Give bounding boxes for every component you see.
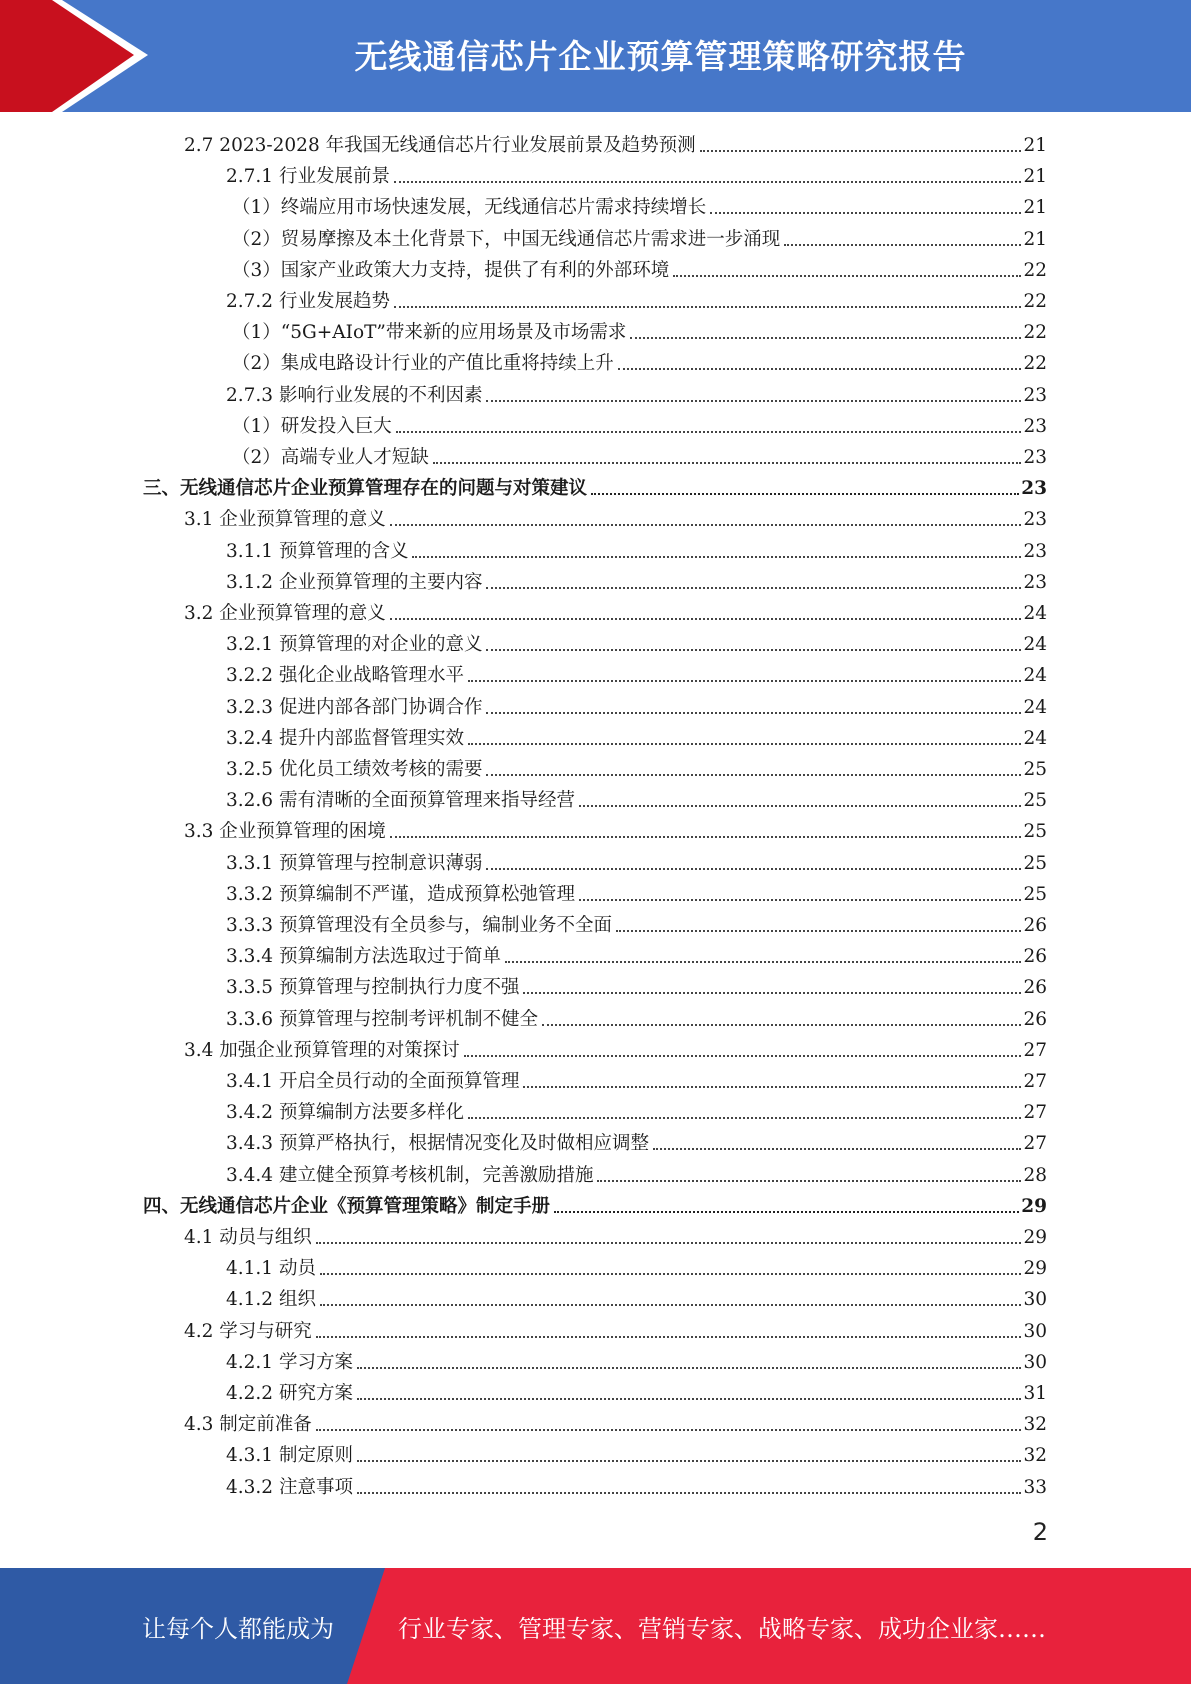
toc-entry[interactable] — [226, 689, 1047, 720]
toc-entry-label: 2.7.2 行业发展趋势 — [226, 291, 390, 312]
toc-entry-page: 24 — [1023, 665, 1047, 687]
toc-entry-page: 33 — [1023, 1476, 1047, 1498]
toc-dot-leader — [316, 1336, 1022, 1338]
toc-entry-page: 29 — [1023, 1258, 1047, 1280]
toc-entry[interactable] — [226, 907, 1047, 938]
toc-entry-page: 26 — [1023, 915, 1047, 936]
toc-entry[interactable] — [226, 1001, 1047, 1032]
toc-entry-page: 25 — [1023, 821, 1047, 843]
toc-entry[interactable] — [226, 876, 1047, 907]
toc-entry-label: （1）终端应用市场快速发展，无线通信芯片需求持续增长 — [232, 197, 707, 219]
toc-entry[interactable] — [226, 1437, 1047, 1468]
toc-entry[interactable] — [226, 782, 1047, 813]
toc-entry[interactable] — [226, 1250, 1047, 1281]
toc-dot-leader — [357, 1367, 1022, 1369]
toc-entry-label: 4.2 学习与研究 — [184, 1320, 312, 1342]
toc-dot-leader — [486, 868, 1021, 870]
toc-entry-label: （2）贸易摩擦及本土化背景下，中国无线通信芯片需求进一步涌现 — [232, 228, 781, 250]
toc-entry-page: 29 — [1023, 1227, 1047, 1248]
toc-entry-page: 24 — [1023, 727, 1047, 749]
toc-dot-leader — [316, 1242, 1022, 1244]
toc-entry-label: 3.3.6 预算管理与控制考评机制不健全 — [226, 1008, 538, 1030]
toc-dot-leader — [357, 1492, 1022, 1494]
toc-entry-label: 3.2.6 需有清晰的全面预算管理来指导经营 — [226, 790, 575, 812]
toc-entry-label: 3.3.5 预算管理与控制执行力度不强 — [226, 977, 520, 999]
toc-entry[interactable] — [184, 1219, 1047, 1250]
toc-entry-page: 21 — [1023, 166, 1047, 188]
toc-dot-leader — [486, 400, 1021, 402]
toc-entry-page: 32 — [1023, 1445, 1047, 1467]
toc-dot-leader — [616, 930, 1021, 932]
toc-entry-label: 3.2.3 促进内部各部门协调合作 — [226, 696, 483, 718]
toc-entry-page: 27 — [1023, 1039, 1047, 1061]
toc-entry-page: 27 — [1023, 1133, 1047, 1155]
toc-entry-page: 23 — [1021, 478, 1047, 500]
toc-entry[interactable] — [226, 1157, 1047, 1188]
toc-entry-page: 23 — [1023, 384, 1047, 406]
toc-dot-leader — [630, 337, 1021, 339]
toc-entry[interactable] — [184, 1313, 1047, 1344]
toc-entry[interactable] — [143, 1188, 1047, 1219]
toc-dot-leader — [468, 743, 1021, 745]
toc-entry[interactable] — [226, 1375, 1047, 1406]
toc-entry[interactable] — [226, 564, 1047, 595]
toc-entry-label: 3.2.1 预算管理的对企业的意义 — [226, 634, 483, 656]
toc-entry-page: 23 — [1023, 415, 1047, 437]
toc-entry-label: 3.4.2 预算编制方法要多样化 — [226, 1102, 464, 1124]
toc-entry-label: 4.3.1 制定原则 — [226, 1445, 353, 1467]
toc-entry[interactable] — [226, 283, 1047, 314]
page-header — [0, 0, 1191, 112]
toc-entry[interactable] — [226, 845, 1047, 876]
toc-entry-label: （1）研发投入巨大 — [232, 415, 392, 437]
toc-dot-leader — [390, 618, 1022, 620]
toc-entry-label: （1）“5G+AIoT”带来新的应用场景及市场需求 — [232, 322, 627, 344]
toc-dot-leader — [320, 1273, 1022, 1275]
toc-entry-page: 30 — [1023, 1289, 1047, 1311]
toc-entry[interactable] — [226, 1469, 1047, 1500]
toc-entry[interactable] — [232, 252, 1047, 283]
toc-entry-page: 26 — [1023, 1008, 1047, 1030]
toc-entry-page: 32 — [1023, 1414, 1047, 1436]
toc-entry-label: 3.3.1 预算管理与控制意识薄弱 — [226, 852, 483, 874]
toc-entry[interactable] — [232, 314, 1047, 345]
toc-dot-leader — [468, 680, 1021, 682]
toc-entry-page: 21 — [1023, 197, 1047, 219]
toc-dot-leader — [390, 524, 1022, 526]
toc-dot-leader — [433, 462, 1022, 464]
toc-entry[interactable] — [226, 1344, 1047, 1375]
toc-dot-leader — [394, 306, 1021, 308]
toc-entry-label: （3）国家产业政策大力支持，提供了有利的外部环境 — [232, 259, 670, 281]
toc-entry-label: 3.3.2 预算编制不严谨，造成预算松弛管理 — [226, 883, 575, 905]
toc-entry[interactable] — [232, 439, 1047, 470]
toc-entry[interactable] — [226, 1281, 1047, 1312]
toc-dot-leader — [357, 1460, 1022, 1462]
toc-entry-page: 23 — [1023, 447, 1047, 468]
toc-dot-leader — [412, 556, 1021, 558]
toc-entry-label: 3.2.2 强化企业战略管理水平 — [226, 665, 464, 687]
toc-entry-label: 4.2.1 学习方案 — [226, 1351, 353, 1373]
page-footer — [0, 1568, 1191, 1684]
toc-entry-page: 28 — [1023, 1164, 1047, 1186]
toc-entry-label: 3.3.4 预算编制方法选取过于简单 — [226, 946, 501, 968]
toc-dot-leader — [394, 181, 1021, 183]
toc-entry-label: 三、无线通信芯片企业预算管理存在的问题与对策建议 — [143, 478, 588, 500]
toc-dot-leader — [579, 805, 1021, 807]
footer-slogan-right: 行业专家、管理专家、营销专家、战略专家、成功企业家…… — [398, 1614, 1046, 1643]
toc-dot-leader — [320, 1304, 1022, 1306]
toc-entry[interactable] — [226, 377, 1047, 408]
toc-entry-label: 4.2.2 研究方案 — [226, 1383, 353, 1404]
toc-dot-leader — [673, 275, 1021, 277]
toc-entry-page: 22 — [1023, 259, 1047, 281]
toc-entry-page: 25 — [1023, 852, 1047, 874]
toc-entry-label: （2）高端专业人才短缺 — [232, 447, 429, 468]
toc-entry-label: 3.1.2 企业预算管理的主要内容 — [226, 571, 483, 593]
toc-entry[interactable] — [226, 969, 1047, 1000]
toc-entry-label: 2.7.1 行业发展前景 — [226, 166, 390, 188]
toc-dot-leader — [710, 212, 1021, 214]
toc-dot-leader — [523, 992, 1021, 994]
toc-dot-leader — [464, 1055, 1022, 1057]
toc-entry-label: 3.4.4 建立健全预算考核机制，完善激励措施 — [226, 1164, 594, 1186]
toc-dot-leader — [357, 1398, 1022, 1400]
toc-entry[interactable] — [226, 657, 1047, 688]
toc-dot-leader — [486, 587, 1021, 589]
toc-entry-page: 27 — [1023, 1102, 1047, 1124]
toc-entry-label: 2.7.3 影响行业发展的不利因素 — [226, 384, 483, 406]
toc-entry[interactable] — [184, 813, 1047, 844]
toc-dot-leader — [597, 1180, 1021, 1182]
toc-entry[interactable] — [232, 221, 1047, 252]
toc-entry[interactable] — [184, 501, 1047, 532]
footer-slogan-left: 让每个人都能成为 — [142, 1614, 334, 1643]
toc-entry-label: 3.1 企业预算管理的意义 — [184, 509, 386, 531]
toc-entry-label: 3.2 企业预算管理的意义 — [184, 603, 386, 624]
toc-entry-page: 24 — [1023, 634, 1047, 656]
toc-dot-leader — [542, 1024, 1021, 1026]
toc-entry-label: 4.1.2 组织 — [226, 1289, 316, 1311]
toc-entry-label: 3.4.1 开启全员行动的全面预算管理 — [226, 1071, 520, 1092]
toc-entry[interactable] — [143, 470, 1047, 501]
toc-entry-page: 29 — [1021, 1195, 1047, 1217]
toc-dot-leader — [653, 1148, 1021, 1150]
toc-entry-label: 3.3.3 预算管理没有全员参与，编制业务不全面 — [226, 915, 612, 936]
toc-entry-page: 25 — [1023, 883, 1047, 905]
toc-entry-page: 22 — [1023, 322, 1047, 344]
toc-entry[interactable] — [226, 158, 1047, 189]
toc-entry-label: 3.2.5 优化员工绩效考核的需要 — [226, 759, 483, 780]
toc-entry-page: 24 — [1023, 603, 1047, 624]
toc-dot-leader — [784, 244, 1021, 246]
toc-entry-page: 24 — [1023, 696, 1047, 718]
toc-entry-label: 3.4.3 预算严格执行，根据情况变化及时做相应调整 — [226, 1133, 649, 1155]
toc-dot-leader — [579, 899, 1021, 901]
page-number: 2 — [1032, 1518, 1048, 1546]
toc-entry-label: 3.2.4 提升内部监督管理实效 — [226, 727, 464, 749]
toc-entry-label: 2.7 2023-2028 年我国无线通信芯片行业发展前景及趋势预测 — [184, 135, 696, 156]
toc-entry-page: 21 — [1023, 228, 1047, 250]
document-title: 无线通信芯片企业预算管理策略研究报告 — [354, 36, 967, 76]
toc-dot-leader — [618, 368, 1022, 370]
toc-entry-page: 22 — [1023, 291, 1047, 312]
toc-entry[interactable] — [226, 1125, 1047, 1156]
toc-dot-leader — [554, 1211, 1019, 1213]
toc-dot-leader — [468, 1117, 1021, 1119]
toc-entry-label: （2）集成电路设计行业的产值比重将持续上升 — [232, 353, 614, 375]
toc-entry[interactable] — [184, 595, 1047, 626]
toc-entry-page: 23 — [1023, 571, 1047, 593]
toc-entry[interactable] — [226, 626, 1047, 657]
toc-entry-page: 23 — [1023, 509, 1047, 531]
toc-entry-label: 4.1 动员与组织 — [184, 1227, 312, 1248]
toc-entry-page: 30 — [1023, 1351, 1047, 1373]
toc-dot-leader — [486, 774, 1021, 776]
toc-entry[interactable] — [226, 1094, 1047, 1125]
toc-entry[interactable] — [232, 345, 1047, 376]
toc-dot-leader — [700, 150, 1022, 152]
toc-entry[interactable] — [226, 533, 1047, 564]
toc-dot-leader — [486, 712, 1021, 714]
toc-entry-page: 23 — [1023, 540, 1047, 562]
toc-entry-label: 4.3.2 注意事项 — [226, 1476, 353, 1498]
toc-dot-leader — [523, 1086, 1021, 1088]
toc-entry[interactable] — [232, 408, 1047, 439]
toc-entry[interactable] — [226, 720, 1047, 751]
toc-entry-label: 3.4 加强企业预算管理的对策探讨 — [184, 1039, 460, 1061]
toc-dot-leader — [486, 649, 1021, 651]
toc-dot-leader — [390, 836, 1022, 838]
toc-entry[interactable] — [226, 938, 1047, 969]
toc-entry-page: 25 — [1023, 790, 1047, 812]
header-arrow-graphic — [0, 0, 160, 112]
toc-entry-label: 4.1.1 动员 — [226, 1258, 316, 1280]
toc-entry-label: 3.3 企业预算管理的困境 — [184, 821, 386, 843]
toc-entry-label: 3.1.1 预算管理的含义 — [226, 540, 409, 562]
toc-entry-page: 27 — [1023, 1071, 1047, 1092]
toc-entry-page: 21 — [1023, 135, 1047, 156]
toc-dot-leader — [316, 1429, 1022, 1431]
toc-entry-page: 31 — [1023, 1383, 1047, 1404]
toc-entry-page: 22 — [1023, 353, 1047, 375]
toc-entry[interactable] — [184, 1406, 1047, 1437]
toc-entry[interactable] — [184, 127, 1047, 158]
toc-entry-label: 4.3 制定前准备 — [184, 1414, 312, 1436]
toc-entry-page: 30 — [1023, 1320, 1047, 1342]
toc-dot-leader — [505, 961, 1021, 963]
toc-dot-leader — [396, 431, 1022, 433]
toc-entry[interactable] — [226, 751, 1047, 782]
toc-dot-leader — [591, 493, 1019, 495]
toc-entry[interactable] — [184, 1032, 1047, 1063]
toc-entry-label: 四、无线通信芯片企业《预算管理策略》制定手册 — [143, 1195, 551, 1217]
toc-entry-page: 26 — [1023, 977, 1047, 999]
toc-entry-page: 26 — [1023, 946, 1047, 968]
toc-entry[interactable] — [232, 189, 1047, 220]
toc-entry-page: 25 — [1023, 759, 1047, 780]
toc-entry[interactable] — [226, 1063, 1047, 1094]
